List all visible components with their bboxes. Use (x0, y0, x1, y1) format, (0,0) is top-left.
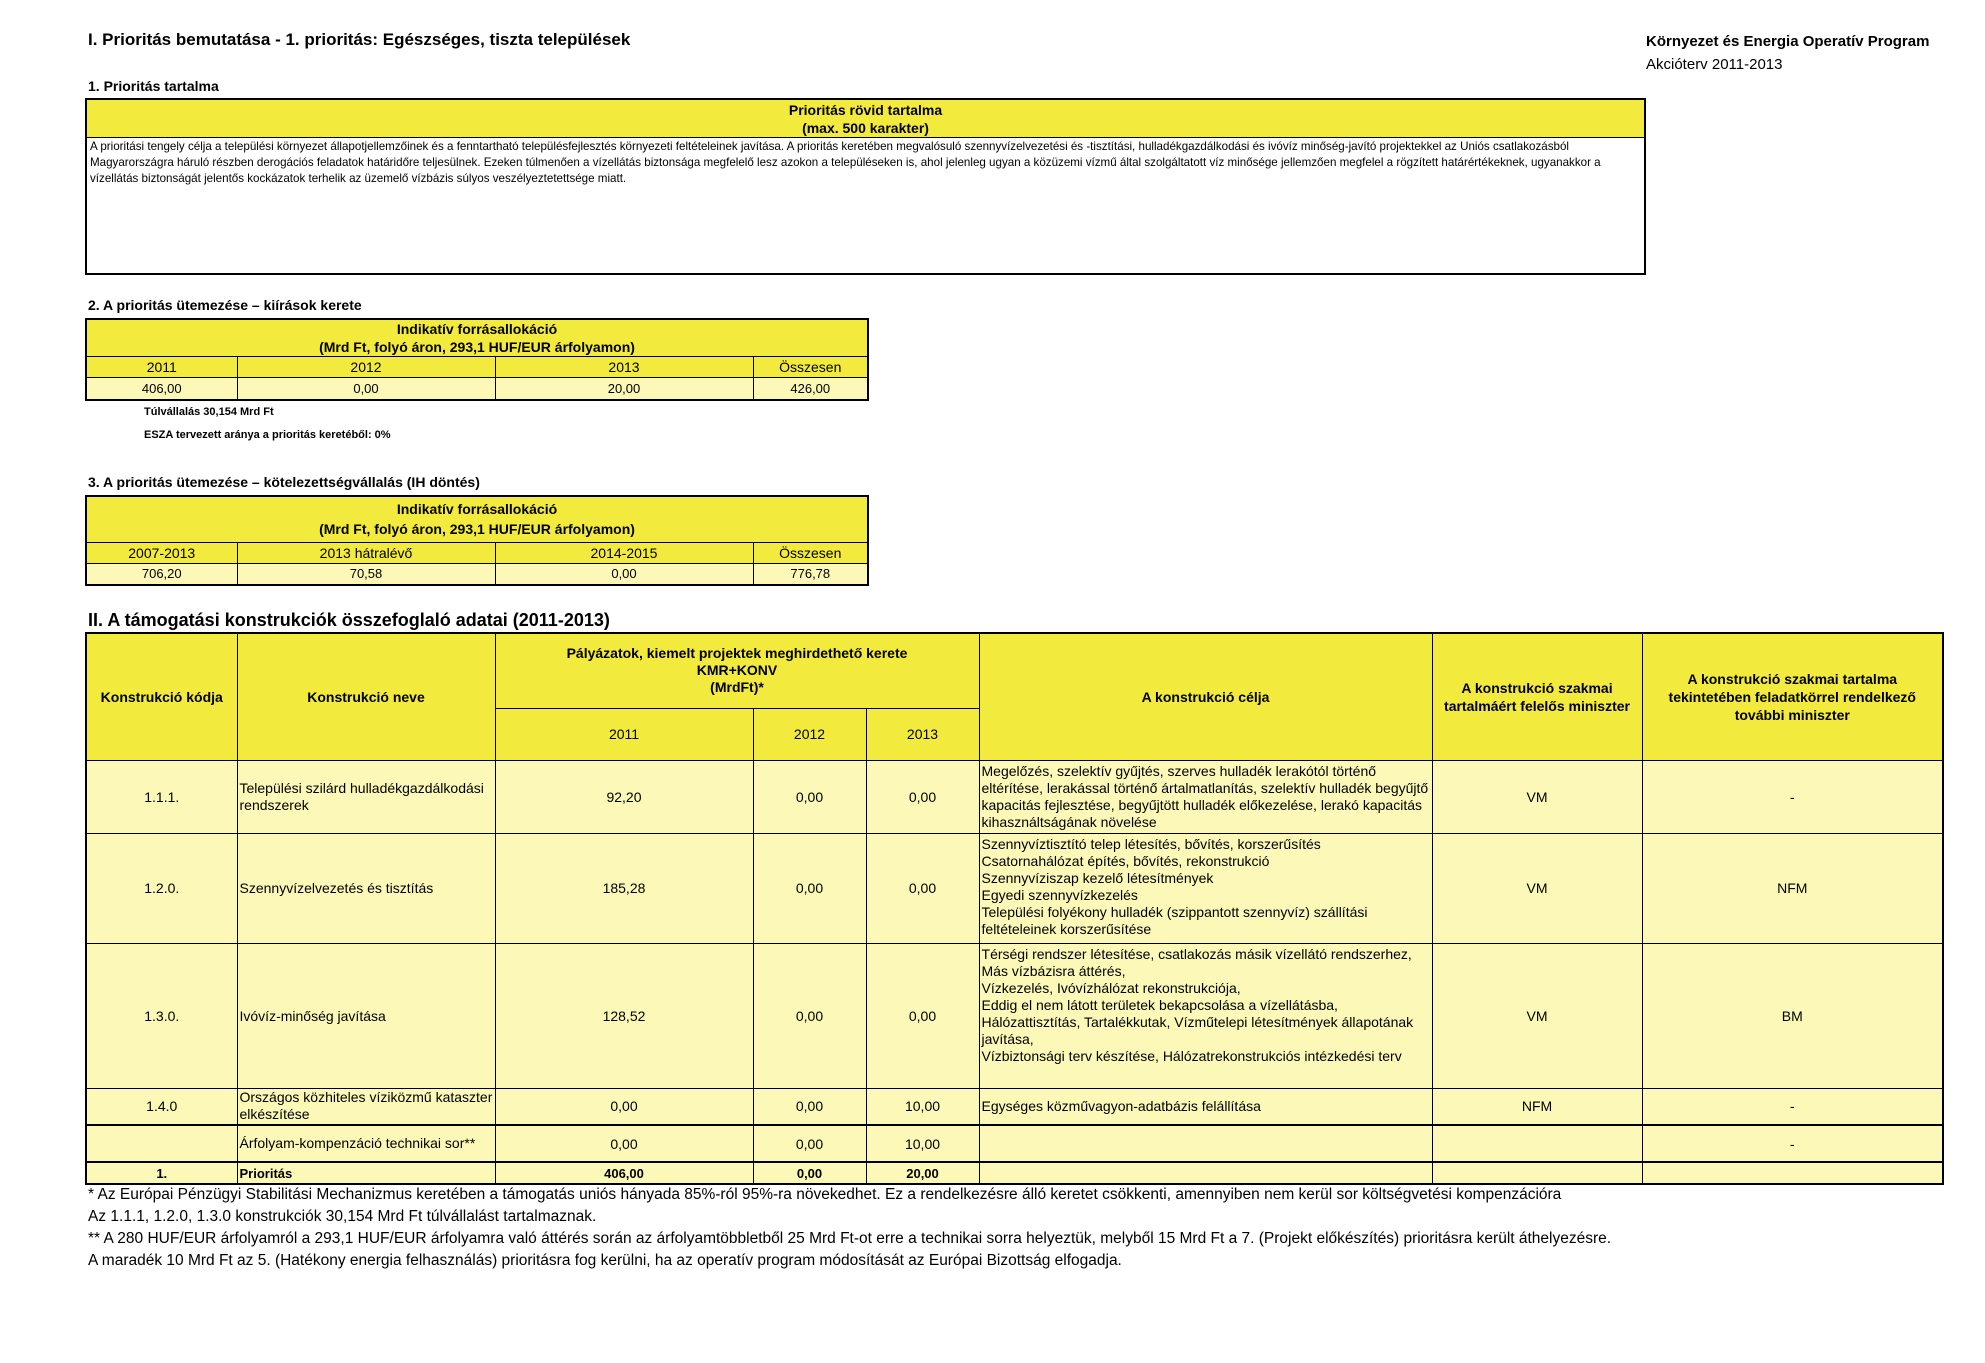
header-year-2011: 2011 (495, 708, 753, 760)
row-value-2011: 128,52 (495, 943, 753, 1088)
row-value-2012: 0,00 (753, 1125, 866, 1162)
row-name: Ivóvíz-minőség javítása (237, 943, 495, 1088)
priority-content-text: A prioritási tengely célja a települési környezet állapotjellemzőinek és a fenntartható településfejlesztés környezeti feltételeinek javítása. A prioritás keretében megvalósuló szennyvízelvezetési és -tisztítási, hulladékgazdálkodási és ivóvíz minőség-javító projektekkel az Uniós csatlakozásból Magyarországra háruló részben derogációs feladatok határidőre teljesülnek. Ezeken túlmenően a vízellátás biztonsága megfelelő lesz azokon a településeken is, ahol jelenleg ugyan a közüzemi vízmű által szolgáltatott víz minősége jellemzően megfelel a rögzített határértékeknek, ugyanakkor a vízellátás biztonságát jelentős kockázatok terhelik az üzemelő vízbázis súlyos veszélyeztetettsége miatt. (90, 140, 1601, 185)
part2-heading: II. A támogatási konstrukciók összefoglaló adatai (2011-2013) (88, 610, 610, 630)
row-minister: NFM (1432, 1088, 1642, 1125)
row-name: Országos közhiteles víziközmű kataszter elkészítése (237, 1088, 495, 1125)
priority-content-header (87, 100, 1644, 138)
priority-content-box (85, 98, 1646, 275)
row-name: Települési szilárd hulladékgazdálkodási rendszerek (237, 760, 495, 833)
col-header: 2013 (495, 357, 753, 378)
row-goal (979, 760, 1432, 833)
goal-line: Vízbiztonsági terv készítése, Hálózatrekonstrukciós intézkedési terv (981, 1047, 1402, 1064)
footnote: ** A 280 HUF/EUR árfolyamról a 293,1 HUF/EUR árfolyamra való áttérés során az árfolyamtöbbletből 25 Mrd Ft-ot erre a technikai sorra helyeztük, melyből 15 Mrd Ft a 7. (Projekt előkészítés) prioritásra került áthelyezésre. (88, 1230, 1612, 1247)
col-header: 2014-2015 (495, 542, 753, 563)
col-header: Összesen (753, 357, 868, 378)
header-year-2012: 2012 (753, 708, 866, 760)
priority-content-subtitle: (max. 500 karakter) (802, 120, 929, 136)
header-year-2013: 2013 (866, 708, 979, 760)
program-name: Környezet és Energia Operatív Program (1646, 33, 1930, 50)
header-funding-line2: KMR+KONV (696, 662, 778, 679)
goal-line: Szennyvíziszap kezelő létesítmények (981, 869, 1214, 886)
schedule-table-commitment (85, 495, 869, 586)
goal-line: Hálózattisztítás, Tartalékkutak, Vízműtelepi létesítmények állapotának javítása, (981, 1013, 1414, 1047)
row-value-2011: 92,20 (495, 760, 753, 833)
row-goal (979, 943, 1432, 1088)
schedule-commitment-subtitle-text: (Mrd Ft, folyó áron, 293,1 HUF/EUR árfolyamon) (319, 521, 635, 538)
schedule-calls-title-text: Indikatív forrásallokáció (396, 321, 558, 337)
total-minister (1432, 1162, 1642, 1184)
schedule-calls-subtitle-text: (Mrd Ft, folyó áron, 293,1 HUF/EUR árfolyamon) (319, 339, 635, 355)
footnote: Az 1.1.1, 1.2.0, 1.3.0 konstrukciók 30,154 Mrd Ft túlvállalást tartalmaznak. (88, 1208, 597, 1225)
row-value-2013: 10,00 (866, 1088, 979, 1125)
row-other-minister: - (1642, 1088, 1943, 1125)
header-funding-line3: (MrdFt)* (710, 679, 764, 696)
header-funding-line1: Pályázatok, kiemelt projektek meghirdethető kerete (566, 645, 908, 662)
overcommitment-note: Túlvállalás 30,154 Mrd Ft (144, 406, 274, 418)
priority-content-title: Prioritás rövid tartalma (788, 102, 943, 118)
row-value-2013: 0,00 (866, 760, 979, 833)
row-other-minister: - (1642, 1125, 1943, 1162)
row-value-2012: 0,00 (753, 760, 866, 833)
total-code: 1. (86, 1162, 237, 1184)
row-other-minister: BM (1642, 943, 1943, 1088)
row-value-2012: 0,00 (753, 833, 866, 943)
total-name: Prioritás (237, 1162, 495, 1184)
total-value-2011: 406,00 (495, 1162, 753, 1184)
row-value-2013: 0,00 (866, 943, 979, 1088)
col-header: Összesen (753, 542, 868, 563)
value-cell: 0,00 (495, 563, 753, 585)
schedule-calls-title (86, 319, 868, 357)
goal-line: Eddig el nem látott területek bekapcsolása a vízellátásba, (981, 996, 1338, 1013)
col-header: 2013 hátralévő (237, 542, 495, 563)
header-other-minister: A konstrukció szakmai tartalma tekintetében feladatkörrel rendelkező további miniszter (1642, 633, 1943, 760)
goal-line: Települési folyékony hulladék (szippantott szennyvíz) szállítási feltételeinek korszerűsítése (981, 903, 1368, 937)
row-goal (979, 1125, 1432, 1162)
schedule-commitment-title-text: Indikatív forrásallokáció (396, 501, 558, 518)
goal-line: Egységes közművagyon-adatbázis felállítása (981, 1098, 1261, 1115)
row-minister (1432, 1125, 1642, 1162)
row-code: 1.1.1. (86, 760, 237, 833)
row-value-2011: 185,28 (495, 833, 753, 943)
col-header: 2011 (86, 357, 237, 378)
col-header: 2007-2013 (86, 542, 237, 563)
goal-line: Vízkezelés, Ivóvízhálózat rekonstrukciója, (981, 979, 1241, 996)
row-name: Szennyvízelvezetés és tisztítás (237, 833, 495, 943)
row-goal (979, 833, 1432, 943)
goal-line: Térségi rendszer létesítése, csatlakozás másik vízellátó rendszerhez, Más vízbázisra áttérés, (981, 945, 1412, 979)
value-cell: 776,78 (753, 563, 868, 585)
row-code: 1.2.0. (86, 833, 237, 943)
header-name: Konstrukció neve (237, 633, 495, 760)
total-value-2012: 0,00 (753, 1162, 866, 1184)
goal-line: Szennyvíztisztító telep létesítés, bővítés, korszerűsítés (981, 835, 1321, 852)
footnote: A maradék 10 Mrd Ft az 5. (Hatékony energia felhasználás) prioritásra fog kerülni, ha az operatív program módosítását az Európai Bizottság elfogadja. (88, 1252, 1122, 1269)
row-value-2013: 0,00 (866, 833, 979, 943)
section1-heading: 1. Prioritás tartalma (88, 78, 219, 94)
row-name: Árfolyam-kompenzáció technikai sor** (237, 1125, 495, 1162)
value-cell: 426,00 (753, 378, 868, 400)
header-code: Konstrukció kódja (86, 633, 237, 760)
row-code: 1.3.0. (86, 943, 237, 1088)
total-value-2013: 20,00 (866, 1162, 979, 1184)
schedule-commitment-title (86, 496, 868, 542)
row-value-2012: 0,00 (753, 1088, 866, 1125)
row-minister: VM (1432, 943, 1642, 1088)
value-cell: 406,00 (86, 378, 237, 400)
value-cell: 0,00 (237, 378, 495, 400)
constructions-table (85, 632, 1944, 1185)
value-cell: 20,00 (495, 378, 753, 400)
row-value-2013: 10,00 (866, 1125, 979, 1162)
total-other (1642, 1162, 1943, 1184)
section2-heading: 2. A prioritás ütemezése – kiírások kerete (88, 297, 362, 313)
row-goal (979, 1088, 1432, 1125)
esza-note: ESZA tervezett aránya a prioritás keretéből: 0% (144, 429, 391, 441)
col-header: 2012 (237, 357, 495, 378)
row-other-minister: NFM (1642, 833, 1943, 943)
value-cell: 70,58 (237, 563, 495, 585)
goal-line: Egyedi szennyvízkezelés (981, 886, 1138, 903)
row-value-2011: 0,00 (495, 1088, 753, 1125)
goal-line: Csatornahálózat építés, bővítés, rekonstrukció (981, 852, 1270, 869)
header-minister: A konstrukció szakmai tartalmáért felelős miniszter (1432, 633, 1642, 760)
page-title: I. Prioritás bemutatása - 1. prioritás: Egészséges, tiszta települések (88, 30, 631, 49)
row-code: 1.4.0 (86, 1088, 237, 1125)
footnote: * Az Európai Pénzügyi Stabilitási Mechanizmus keretében a támogatás uniós hányada 85%-ról 95%-ra növekedhet. Ez a rendelkezésre álló keretet csökkenti, amennyiben nem kerül sor költségvetési kompenzációra (88, 1186, 1562, 1203)
row-value-2011: 0,00 (495, 1125, 753, 1162)
schedule-table-calls (85, 318, 869, 401)
goal-line: Megelőzés, szelektív gyűjtés, szerves hulladék lerakótól történő eltérítése, lerakással történő ártalmatlanítás, szelektív hulladék begyűjtő kapacitás fejlesztése, begyűjtött hulladék előkezelése, lerakó kapacitás kihasználtságának növelése (981, 762, 1429, 830)
value-cell: 706,20 (86, 563, 237, 585)
row-minister: VM (1432, 833, 1642, 943)
row-code (86, 1125, 237, 1162)
total-goal (979, 1162, 1432, 1184)
header-goal: A konstrukció célja (979, 633, 1432, 760)
row-value-2012: 0,00 (753, 943, 866, 1088)
header-funding (495, 633, 979, 708)
section3-heading: 3. A prioritás ütemezése – kötelezettségvállalás (IH döntés) (88, 474, 480, 490)
row-minister: VM (1432, 760, 1642, 833)
action-plan-label: Akcióterv 2011-2013 (1646, 56, 1783, 73)
row-other-minister: - (1642, 760, 1943, 833)
